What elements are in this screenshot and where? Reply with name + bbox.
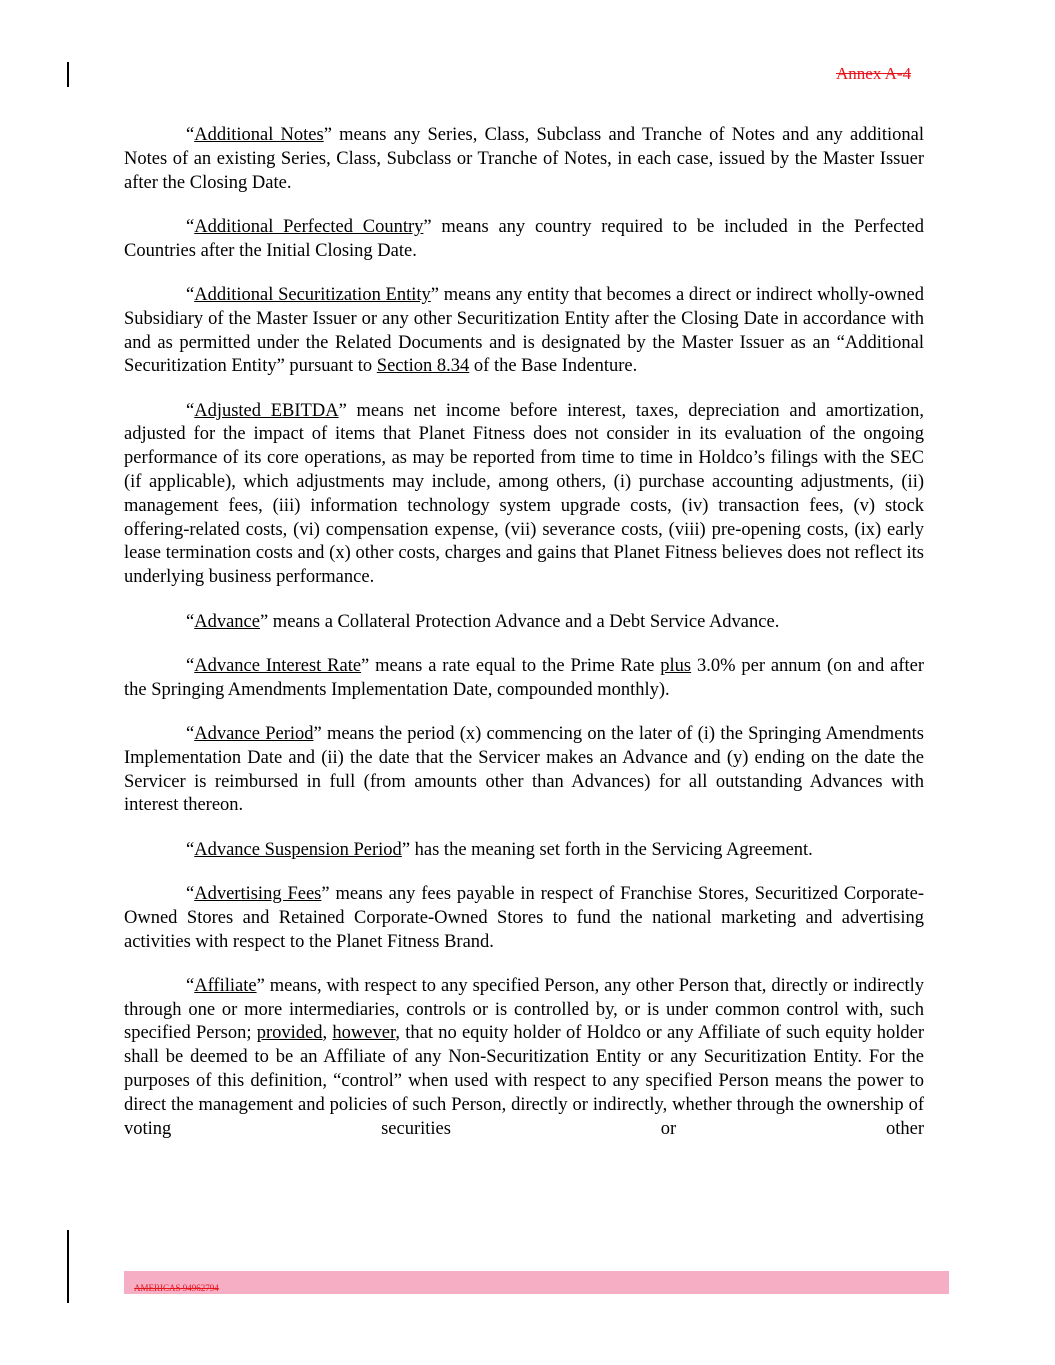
definition-advance: “Advance” means a Collateral Protection Advance and a Debt Service Advance. <box>186 611 780 632</box>
section-reference: Section 8.34 <box>376 356 470 377</box>
defined-term: Advance <box>194 611 260 632</box>
defined-term: Advance Period <box>194 723 314 744</box>
emphasis-however: however <box>332 1023 396 1044</box>
definition-advertising-fees: “Advertising Fees” means any fees payable in respect of Franchise Stores, Securitized Corporate-Owned Stores and Retained Corporate-Owned Stores to fund the national marketing and advertising activities with respect to the Planet Fitness Brand. <box>124 883 924 952</box>
definition-affiliate: “Affiliate” means, with respect to any specified Person, any other Person that, directly or indirectly through one or more intermediaries, controls or is controlled by, or is under common control with, such specified Person; provided, however, that no equity holder of Holdco or any Affiliate of such equity holder shall be deemed to be an Affiliate of any Non-Securitization Entity or any Securitization Entity. For the purposes of this definition, “control” when used with respect to any specified Person means the power to direct the management and policies of such Person, directly or indirectly, whether through the ownership of voting securities or other <box>124 975 925 1139</box>
defined-term: Additional Notes <box>194 125 324 145</box>
definition-additional-securitization-entity: “Additional Securitization Entity” means any entity that becomes a direct or indirect wholly-owned Subsidiary of the Master Issuer or any other Securitization Entity after the Closing Date in accordance with and as permitted under the Related Documents and is designated by the Master Issuer as an “Additional Securitization Entity” pursuant to Section 8.34 of the Base Indenture. <box>124 284 924 377</box>
defined-term: Additional Securitization Entity <box>194 284 431 305</box>
defined-term: Advertising Fees <box>194 883 322 904</box>
definition-adjusted-ebitda: “Adjusted EBITDA” means net income before interest, taxes, depreciation and amortization, adjusted for the impact of items that Planet Fitness does not consider in its evaluation of the ongoing performance of its core operations, as may be reported from time to time in Holdco’s filings with the SEC (if applicable), which adjustments may include, among others, (i) purchase accounting adjustments, (ii) management fees, (iii) information technology system upgrade costs, (iv) transaction fees, (v) stock offering-related costs, (vi) compensation expense, (vii) severance costs, (viii) pre-opening costs, (ix) early lease termination costs and (x) other costs, charges and gains that Planet Fitness believes does not reflect its underlying business performance. <box>124 400 924 588</box>
definition-advance-suspension-period: “Advance Suspension Period” has the meaning set forth in the Servicing Agreement. <box>186 839 813 860</box>
defined-term: Advance Suspension Period <box>194 839 402 860</box>
annex-label: Annex A-4 <box>836 64 912 83</box>
footer-highlight <box>124 1271 949 1294</box>
definition-additional-perfected-country: “Additional Perfected Country” means any country required to be included in the Perfected Countries after the Initial Closing Date. <box>124 216 925 261</box>
revision-bar-bottom <box>67 1230 69 1303</box>
defined-term: Adjusted EBITDA <box>194 400 339 421</box>
defined-term: Affiliate <box>194 975 257 996</box>
document-body <box>124 124 924 1141</box>
emphasis-provided: provided <box>256 1023 323 1044</box>
emphasis-plus: plus <box>660 655 692 676</box>
defined-term: Advance Interest Rate <box>194 655 362 676</box>
footer-doc-id: AMERICAS 94962794 <box>134 1283 219 1293</box>
defined-term: Additional Perfected Country <box>194 216 424 237</box>
definition-additional-notes: “Additional Notes” means any Series, Class, Subclass and Tranche of Notes and any additional Notes of an existing Series, Class, Subclass or Tranche of Notes, in each case, issued by the Master Issuer after the Closing Date. <box>124 125 924 193</box>
definition-advance-period: “Advance Period” means the period (x) commencing on the later of (i) the Springing Amendments Implementation Date and (ii) the date that the Servicer makes an Advance and (y) ending on the date the Servicer is reimbursed in full (from amounts other than Advances) for all outstanding Advances with interest thereon. <box>124 723 924 816</box>
revision-bar-top <box>67 62 69 87</box>
definition-advance-interest-rate: “Advance Interest Rate” means a rate equal to the Prime Rate plus 3.0% per annum (on and after the Springing Amendments Implementation Date, compounded monthly). <box>124 655 925 700</box>
